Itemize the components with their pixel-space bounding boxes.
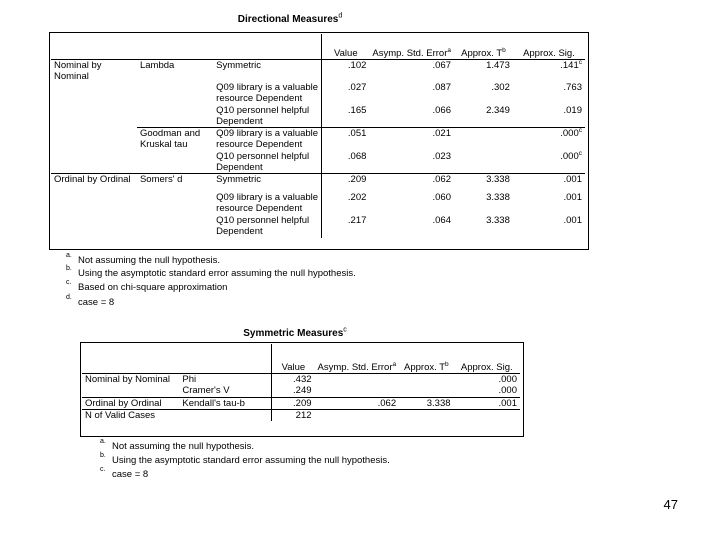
row-label-text: Q09 library is a valuable resource Dependent xyxy=(216,81,319,104)
row-group-label xyxy=(82,385,179,397)
value-cell-text: .165 xyxy=(347,104,367,116)
approx-t-cell xyxy=(454,128,513,151)
symmetric-footnotes xyxy=(100,440,520,482)
row-group-label xyxy=(51,215,137,238)
approx-sig-cell xyxy=(513,105,585,128)
row-label xyxy=(213,174,322,192)
row-subgroup-label xyxy=(137,128,213,151)
approx-t-cell-text: .302 xyxy=(491,81,510,93)
sig-note: c xyxy=(578,58,582,66)
value-cell xyxy=(322,151,370,174)
row-subgroup-label xyxy=(137,82,213,105)
header-asymp-std-error: Asymp. Std. Error$^a$ xyxy=(369,34,454,59)
approx-t-cell xyxy=(454,174,513,192)
header-value: Value xyxy=(272,344,315,373)
approx-sig-cell xyxy=(513,192,585,215)
row-subgroup-label xyxy=(137,174,213,192)
row-group-label xyxy=(51,59,137,82)
row-label: Kendall's tau-b xyxy=(179,397,271,409)
directional-table xyxy=(51,34,585,238)
std-error-cell xyxy=(369,215,454,238)
row-group-label xyxy=(51,174,137,192)
footnote: a. Not assuming the null hypothesis. xyxy=(66,252,221,266)
header-approx-sig: Approx. Sig. xyxy=(513,34,585,59)
approx-sig-cell-text: .141 xyxy=(560,59,579,71)
page-number: 47 xyxy=(663,497,678,512)
table-row xyxy=(51,174,585,192)
table-row xyxy=(51,192,585,215)
std-error-cell-text: .064 xyxy=(432,214,451,226)
row-label-text: Q10 personnel helpful Dependent xyxy=(216,150,310,173)
row-label xyxy=(213,192,322,215)
approx-t-cell xyxy=(454,192,513,215)
table-row xyxy=(51,128,585,151)
symmetric-header-row xyxy=(82,344,520,373)
footnote: b. Using the asymptotic standard error assuming the null hypothesis. xyxy=(100,452,390,466)
std-error-cell-text: .066 xyxy=(432,104,451,116)
row-group-label: N of Valid Cases xyxy=(85,409,156,421)
row-subgroup-label-text: Goodman and Kruskal tau xyxy=(139,128,201,150)
table-row xyxy=(82,409,520,421)
row-label-text: Q09 library is a valuable resource Dependent xyxy=(216,128,319,150)
header-asymp-std-error: Asymp. Std. Error$^a$ xyxy=(315,344,400,373)
value-cell-text: .068 xyxy=(347,150,367,162)
header-approx-sig: Approx. Sig. xyxy=(454,344,520,373)
std-error-cell-text: .021 xyxy=(432,128,451,139)
symmetric-table xyxy=(82,344,520,421)
directional-header-row xyxy=(51,34,585,59)
std-error-cell xyxy=(369,105,454,128)
row-group-label: Ordinal by Ordinal xyxy=(82,397,179,409)
approx-sig-cell xyxy=(513,215,585,238)
value-cell: .249 xyxy=(272,385,315,397)
approx-t-cell: 3.338 xyxy=(399,397,453,409)
table-row xyxy=(51,105,585,128)
value-cell-text: .202 xyxy=(347,191,367,203)
table-row xyxy=(51,82,585,105)
approx-t-cell xyxy=(454,151,513,174)
value-cell xyxy=(322,174,370,192)
row-subgroup-label xyxy=(137,215,213,238)
approx-sig-cell xyxy=(513,128,585,151)
approx-t-cell xyxy=(399,409,453,421)
row-label-text: Q10 personnel helpful Dependent xyxy=(216,214,310,237)
row-subgroup-label-text: Lambda xyxy=(139,59,175,71)
std-error-cell xyxy=(369,174,454,192)
approx-sig-cell-text: .763 xyxy=(563,81,582,93)
row-group-label: Nominal by Nominal xyxy=(85,373,171,385)
row-label xyxy=(213,82,322,105)
row-group-label xyxy=(51,151,137,174)
std-error-cell-text: .060 xyxy=(432,191,451,203)
table-row xyxy=(51,215,585,238)
std-error-cell xyxy=(369,192,454,215)
std-error-cell xyxy=(369,82,454,105)
directional-body xyxy=(51,59,585,238)
header-value: Value xyxy=(322,34,370,59)
row-subgroup-label xyxy=(137,59,213,82)
approx-t-cell xyxy=(454,215,513,238)
value-cell: 212 xyxy=(295,409,312,421)
sig-note: c xyxy=(578,149,582,157)
approx-t-cell xyxy=(454,82,513,105)
row-label xyxy=(213,105,322,128)
row-group-label xyxy=(51,192,137,215)
header-approx-t: Approx. $T^b$ xyxy=(454,34,513,59)
value-cell xyxy=(322,192,370,215)
approx-sig-cell-text: .001 xyxy=(563,174,582,185)
std-error-cell xyxy=(369,59,454,82)
approx-sig-cell-text: .001 xyxy=(563,191,582,203)
approx-t-cell-text: 2.349 xyxy=(486,104,510,116)
row-label: Cramer's V xyxy=(179,385,271,397)
row-group-label xyxy=(51,105,137,128)
footnote: d. case = 8 xyxy=(66,294,115,308)
value-cell xyxy=(322,59,370,82)
row-group-label xyxy=(51,82,137,105)
approx-sig-cell-text: .000 xyxy=(560,150,579,162)
table-row xyxy=(51,151,585,174)
value-cell xyxy=(322,105,370,128)
approx-sig-cell-text: .019 xyxy=(563,104,582,116)
approx-sig-cell: .000 xyxy=(454,385,520,397)
approx-t-cell-text: 3.338 xyxy=(486,191,510,203)
row-label xyxy=(213,59,322,82)
value-cell-text: .209 xyxy=(347,174,367,185)
footnote: c. case = 8 xyxy=(100,466,149,480)
row-label: Phi xyxy=(179,373,271,385)
approx-t-cell xyxy=(454,105,513,128)
row-label-text: Q10 personnel helpful Dependent xyxy=(216,104,310,127)
approx-sig-cell: .001 xyxy=(454,397,520,409)
approx-t-cell xyxy=(454,59,513,82)
footnote: a. Not assuming the null hypothesis. xyxy=(100,438,255,452)
row-group-label-text: Ordinal by Ordinal xyxy=(54,174,131,185)
approx-t-cell xyxy=(399,373,453,385)
row-group-label-text: Nominal by Nominal xyxy=(54,59,102,82)
row-subgroup-label-text: Somers' d xyxy=(139,174,183,185)
row-label-text: Symmetric xyxy=(216,59,262,71)
header-approx-t: Approx. $T^b$ xyxy=(399,344,453,373)
approx-sig-cell: .000 xyxy=(498,373,517,385)
approx-t-cell-text: 3.338 xyxy=(486,174,510,185)
row-label xyxy=(179,409,271,421)
approx-sig-cell-text: .001 xyxy=(563,214,582,226)
approx-sig-cell xyxy=(513,151,585,174)
std-error-cell xyxy=(315,409,400,421)
value-cell xyxy=(322,82,370,105)
value-cell: .432 xyxy=(293,373,312,385)
value-cell xyxy=(322,128,370,151)
std-error-cell xyxy=(369,151,454,174)
value-cell-text: .102 xyxy=(347,59,367,71)
sig-note: c xyxy=(578,126,582,134)
std-error-cell xyxy=(315,373,400,385)
approx-t-cell xyxy=(399,385,453,397)
approx-t-cell-text: 3.338 xyxy=(486,214,510,226)
row-label-text: Q09 library is a valuable resource Dependent xyxy=(216,191,319,214)
row-group-label xyxy=(51,128,137,151)
row-label xyxy=(213,215,322,238)
table-row xyxy=(82,385,520,397)
approx-sig-cell xyxy=(513,174,585,192)
std-error-cell-text: .067 xyxy=(432,59,451,71)
approx-sig-cell xyxy=(513,82,585,105)
value-cell-text: .051 xyxy=(347,128,367,139)
std-error-cell xyxy=(315,385,400,397)
std-error-cell xyxy=(369,128,454,151)
value-cell-text: .217 xyxy=(347,214,367,226)
std-error-cell-text: .023 xyxy=(432,150,451,162)
row-subgroup-label xyxy=(137,192,213,215)
directional-footnotes xyxy=(66,254,486,308)
approx-sig-cell xyxy=(513,59,585,82)
approx-sig-cell-text: .000 xyxy=(560,128,579,139)
value-cell xyxy=(322,215,370,238)
row-label-text: Symmetric xyxy=(216,174,262,185)
approx-sig-cell xyxy=(454,409,520,421)
table-row xyxy=(82,397,520,409)
directional-title: Directional Measures$^d$ xyxy=(237,12,343,25)
value-cell: .209 xyxy=(272,397,315,409)
row-label xyxy=(213,128,322,151)
std-error-cell: .062 xyxy=(315,397,400,409)
table-row xyxy=(82,373,520,385)
std-error-cell-text: .062 xyxy=(432,174,451,185)
approx-t-cell-text: 1.473 xyxy=(486,59,510,71)
row-label xyxy=(213,151,322,174)
table-row xyxy=(51,59,585,82)
footnote: c. Based on chi-square approximation xyxy=(66,279,228,293)
footnote: b. Using the asymptotic standard error assuming the null hypothesis. xyxy=(66,265,356,279)
symmetric-body xyxy=(82,373,520,421)
value-cell-text: .027 xyxy=(347,81,367,93)
std-error-cell-text: .087 xyxy=(432,81,451,93)
symmetric-title: Symmetric Measures$^c$ xyxy=(243,326,347,339)
row-subgroup-label xyxy=(137,105,213,128)
row-subgroup-label xyxy=(137,151,213,174)
